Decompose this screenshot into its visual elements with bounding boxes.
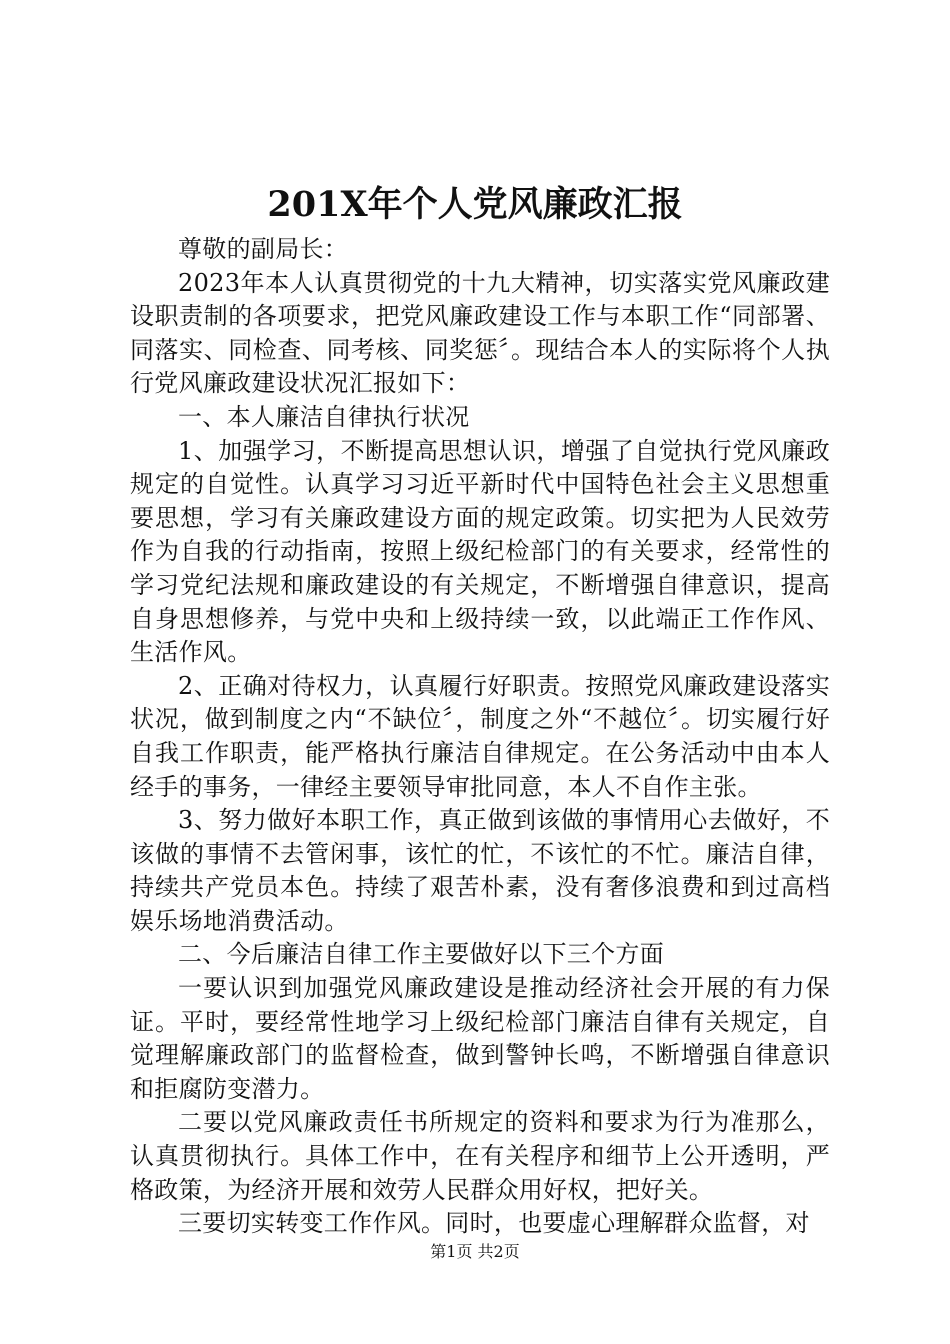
paragraph-second-aspect: 二要以党风廉政责任书所规定的资料和要求为行为准那么，认真贯彻执行。具体工作中，在有关程序和细节上公开透明，严格政策，为经济开展和效劳人民群众用好权，把好关。 [130,1108,830,1204]
paragraph-item-1: 1、加强学习，不断提高思想认识，增强了自觉执行党风廉政规定的自觉性。认真学习习近平新时代中国特色社会主义思想重要思想，学习有关廉政建设方面的规定政策。切实把为人民效劳作为自我的行动指南，按照上级纪检部门的有关要求，经常性的学习党纪法规和廉政建设的有关规定，不断增强自律意识，提高自身思想修养，与党中央和上级持续一致，以此端正工作作风、生活作风。 [130,436,830,667]
paragraph-item-3: 3、努力做好本职工作，真正做到该做的事情用心去做好，不该做的事情不去管闲事，该忙的忙，不该忙的不忙。廉洁自律，持续共产党员本色。持续了艰苦朴素，没有奢侈浪费和到过高档娱乐场地消费活动。 [130,806,830,935]
document-title: 201X年个人党风廉政汇报 [267,184,683,225]
paragraph-item-2: 2、正确对待权力，认真履行好职责。按照党风廉政建设落实状况，做到制度之内“不缺位〞，制度之外“不越位〞。切实履行好自我工作职责，能严格执行廉洁自律规定。在公务活动中由本人经手的事务，一律经主要领导审批同意，本人不自作主张。 [130,671,830,801]
paragraph-third-aspect: 三要切实转变工作作风。同时，也要虚心理解群众监督，对 [178,1209,810,1238]
document-body [130,233,830,1241]
page-number-footer: 第1页 共2页 [430,1242,520,1261]
section-heading-1: 一、本人廉洁自律执行状况 [178,402,470,431]
section-heading-2: 二、今后廉洁自律工作主要做好以下三个方面 [178,940,664,969]
salutation: 尊敬的副局长： [178,235,349,263]
paragraph-first-aspect: 一要认识到加强党风廉政建设是推动经济社会开展的有力保证。平时，要经常性地学习上级纪检部门廉洁自律有关规定，自觉理解廉政部门的监督检查，做到警钟长鸣，不断增强自律意识和拒腐防变潜力。 [130,974,830,1103]
paragraph-intro: 2023年本人认真贯彻党的十九大精神，切实落实党风廉政建设职责制的各项要求，把党风廉政建设工作与本职工作“同部署、同落实、同检查、同考核、同奖惩〞。现结合本人的实际将个人执行党风廉政建设状况汇报如下： [130,268,830,398]
